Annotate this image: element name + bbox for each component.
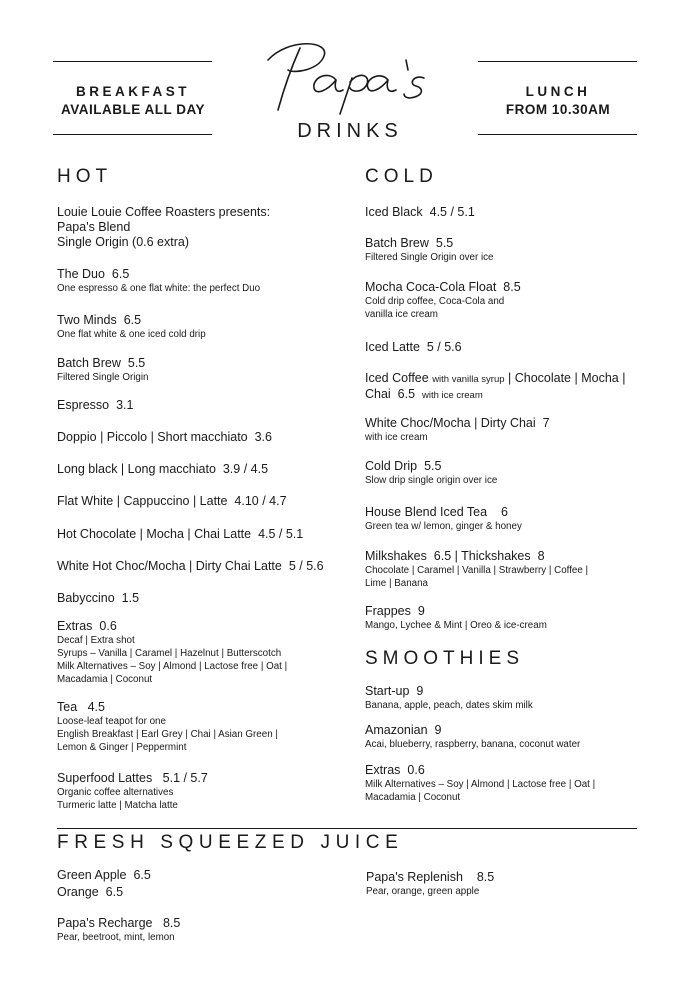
item-name: Hot Chocolate | Mocha | Chai Latte — [57, 527, 252, 541]
item-price: 5.5 — [127, 356, 146, 370]
item-desc: Banana, apple, peach, dates skim milk — [365, 700, 533, 711]
item-price: 6.5 — [133, 868, 151, 882]
item-price: 4.5 / 5.1 — [258, 527, 304, 541]
item-price: 3.6 — [254, 430, 272, 444]
item-name-cont: Chai — [365, 387, 391, 401]
item-price: 8 — [537, 549, 545, 563]
item-name: House Blend Iced Tea — [365, 505, 488, 519]
item-price: 6 — [500, 505, 508, 519]
breakfast-note — [53, 83, 213, 119]
item-name: Tea — [57, 700, 78, 714]
item-name-cont: | Thickshakes — [454, 549, 531, 563]
menu-item-papas-replenish — [366, 870, 494, 898]
item-desc: Filtered Single Origin — [57, 372, 149, 383]
item-desc: Green tea w/ lemon, ginger & honey — [365, 521, 522, 532]
item-price: 0.6 — [99, 619, 117, 633]
item-price: 4.5 — [87, 700, 105, 714]
menu-item-green-apple — [57, 868, 151, 883]
item-desc: Cold drip coffee, Coca-Cola and — [365, 296, 505, 307]
item-name: Long black | Long macchiato — [57, 462, 216, 476]
menu-item-flat-white — [57, 494, 287, 509]
juice-section-title: FRESH SQUEEZED JUICE — [57, 832, 404, 853]
item-name: Iced Coffee — [365, 371, 429, 385]
item-price: 9 — [416, 684, 424, 698]
item-price: 0.6 — [407, 763, 425, 777]
item-name: The Duo — [57, 267, 105, 281]
item-name: Batch Brew — [365, 236, 429, 250]
item-name: Extras — [365, 763, 401, 777]
item-name: Papa's Recharge — [57, 916, 153, 930]
item-desc: vanilla ice cream — [365, 309, 438, 320]
menu-item-milkshakes — [365, 549, 588, 590]
item-price: 4.5 / 5.1 — [429, 205, 475, 219]
roaster-line: Louie Louie Coffee Roasters presents: — [57, 205, 271, 219]
menu-item-orange — [57, 885, 123, 900]
item-desc: Pear, orange, green apple — [366, 886, 480, 897]
item-desc: Pear, beetroot, mint, lemon — [57, 932, 175, 943]
item-desc: Macadamia | Coconut — [365, 792, 461, 803]
item-price: 5 / 5.6 — [426, 340, 462, 354]
item-desc: Milk Alternatives – Soy | Almond | Lactose free | Oat | — [57, 661, 288, 672]
item-desc: One espresso & one flat white: the perfect Duo — [57, 283, 261, 294]
menu-item-white-hot-choc — [57, 559, 324, 574]
menu-item-long-black — [57, 462, 268, 477]
menu-item-the-duo — [57, 267, 260, 295]
item-price: 6.5 — [105, 885, 124, 899]
item-name: White Choc/Mocha | Dirty Chai — [365, 416, 536, 430]
item-name: Cold Drip — [365, 459, 418, 473]
item-desc: Milk Alternatives – Soy | Almond | Lactose free | Oat | — [365, 779, 596, 790]
menu-item-start-up — [365, 684, 533, 712]
menu-item-mocha-float — [365, 280, 521, 321]
menu-item-house-iced-tea — [365, 505, 522, 533]
item-price: 7 — [542, 416, 550, 430]
item-name: Frappes — [365, 604, 411, 618]
item-price: 8.5 — [476, 870, 495, 884]
item-price: 3.1 — [116, 398, 134, 412]
header-rule-right-top — [478, 61, 637, 62]
item-price: 5.5 — [424, 459, 442, 473]
item-price: 6.5 — [111, 267, 130, 281]
item-name: Doppio | Piccolo | Short macchiato — [57, 430, 248, 444]
menu-item-extras-hot — [57, 619, 287, 686]
header-rule-left-top — [53, 61, 212, 62]
item-desc: Chocolate | Caramel | Vanilla | Strawberry | Coffee | — [365, 565, 589, 576]
item-name: Iced Latte — [365, 340, 420, 354]
menu-item-white-choc-cold — [365, 416, 550, 444]
item-desc: English Breakfast | Earl Grey | Chai | Asian Green | — [57, 729, 278, 740]
item-note: with vanilla syrup — [432, 374, 505, 385]
item-price: 1.5 — [121, 591, 140, 605]
item-desc: One flat white & one iced cold drip — [57, 329, 206, 340]
papas-logo-text: Papa's — [248, 116, 252, 117]
lunch-time: FROM 10.30AM — [505, 102, 611, 117]
item-name: Milkshakes — [365, 549, 427, 563]
item-name: Two Minds — [57, 313, 117, 327]
item-desc: Syrups – Vanilla | Caramel | Hazelnut | Butterscotch — [57, 648, 282, 659]
item-desc: Filtered Single Origin over ice — [365, 252, 494, 263]
header-rule-right-bottom — [478, 134, 637, 135]
item-desc: Slow drip single origin over ice — [365, 475, 498, 486]
item-name: White Hot Choc/Mocha | Dirty Chai Latte — [57, 559, 282, 573]
breakfast-availability: AVAILABLE ALL DAY — [60, 102, 205, 117]
item-name: Iced Black — [365, 205, 423, 219]
menu-item-hot-chocolate — [57, 527, 303, 542]
hot-section-title: HOT — [57, 166, 113, 187]
menu-item-frappes — [365, 604, 547, 632]
item-desc: Macadamia | Coconut — [57, 674, 153, 685]
item-desc: Mango, Lychee & Mint | Oreo & ice-cream — [365, 620, 547, 631]
item-name: Flat White | Cappuccino | Latte — [57, 494, 228, 508]
item-desc: Lemon & Ginger | Peppermint — [57, 742, 187, 753]
hot-intro — [57, 205, 270, 250]
item-desc: Acai, blueberry, raspberry, banana, coconut water — [365, 739, 581, 750]
item-name: Superfood Lattes — [57, 771, 153, 785]
lunch-note — [478, 83, 638, 119]
item-price: 6.5 — [123, 313, 142, 327]
item-price: 3.9 / 4.5 — [222, 462, 269, 476]
item-desc: with ice cream — [365, 432, 428, 443]
menu-item-iced-black — [365, 205, 475, 220]
item-price: 8.5 — [162, 916, 181, 930]
drinks-title: DRINKS — [297, 120, 403, 142]
papas-logo — [248, 30, 448, 118]
item-name: Start-up — [365, 684, 410, 698]
item-price: 5.5 — [435, 236, 454, 250]
item-name: Babyccino — [57, 591, 115, 605]
header-rule-left-bottom — [53, 134, 212, 135]
item-desc: Loose-leaf teapot for one — [57, 716, 166, 727]
item-note: with ice cream — [422, 390, 483, 401]
single-origin-line: Single Origin (0.6 extra) — [57, 235, 190, 249]
item-price: 5.1 / 5.7 — [162, 771, 208, 785]
item-desc: Organic coffee alternatives — [57, 787, 174, 798]
breakfast-label: BREAKFAST — [75, 84, 190, 99]
menu-item-doppio — [57, 430, 272, 445]
item-price: 5 / 5.6 — [288, 559, 324, 573]
item-price: 9 — [417, 604, 425, 618]
menu-item-espresso — [57, 398, 133, 413]
item-name: Espresso — [57, 398, 110, 412]
item-name: Mocha Coca-Cola Float — [365, 280, 497, 294]
lunch-label: LUNCH — [525, 84, 591, 99]
item-name: Amazonian — [365, 723, 428, 737]
item-name: Extras — [57, 619, 93, 633]
menu-item-extras-smoothies — [365, 763, 595, 804]
item-name: Papa's Replenish — [366, 870, 463, 884]
menu-item-babyccino — [57, 591, 139, 606]
item-name: Orange — [57, 885, 99, 899]
smoothies-section-title: SMOOTHIES — [365, 648, 525, 669]
item-name: Green Apple — [57, 868, 127, 882]
item-price: 6.5 — [397, 387, 416, 401]
menu-item-papas-recharge — [57, 916, 180, 944]
juice-divider — [57, 828, 637, 829]
menu-item-cold-drip — [365, 459, 497, 487]
item-desc: Decaf | Extra shot — [57, 635, 135, 646]
menu-item-superfood-lattes — [57, 771, 208, 812]
cold-section-title: COLD — [365, 166, 438, 187]
item-price: 8.5 — [503, 280, 521, 294]
item-name-cont: | Chocolate | Mocha | — [504, 371, 626, 385]
item-price: 4.10 / 4.7 — [234, 494, 287, 508]
item-desc: Turmeric latte | Matcha latte — [57, 800, 178, 811]
menu-item-two-minds — [57, 313, 206, 341]
menu-item-amazonian — [365, 723, 580, 751]
item-name: Batch Brew — [57, 356, 121, 370]
menu-item-iced-coffee — [365, 371, 625, 403]
menu-item-tea — [57, 700, 278, 754]
menu-item-iced-latte — [365, 340, 462, 355]
item-desc: Lime | Banana — [365, 578, 429, 589]
item-price: 6.5 — [433, 549, 452, 563]
blend-line: Papa's Blend — [57, 220, 131, 234]
item-price: 9 — [434, 723, 442, 737]
menu-item-batch-brew-hot — [57, 356, 148, 384]
menu-item-batch-brew-cold — [365, 236, 494, 264]
